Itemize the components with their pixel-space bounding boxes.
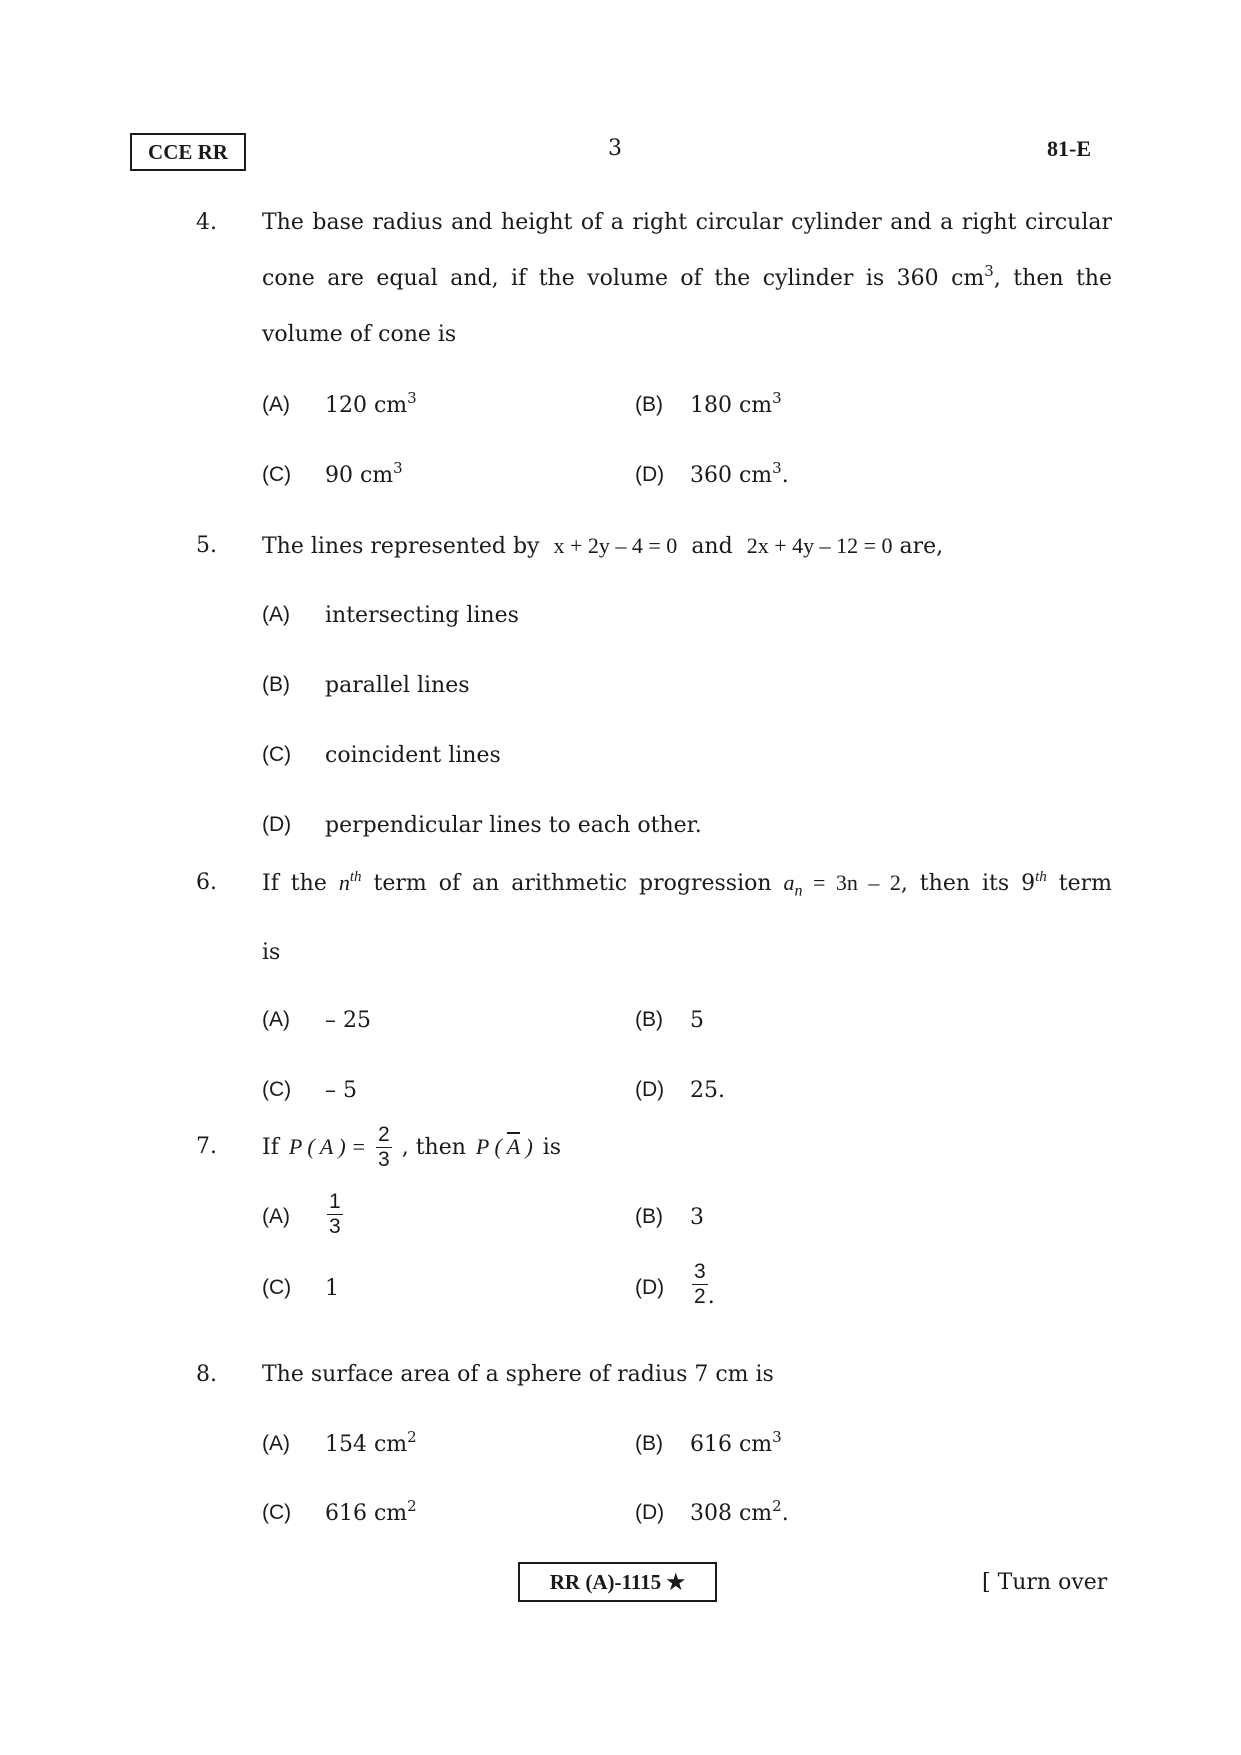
option-c: (C) (262, 1078, 292, 1101)
question-number: 5. (196, 533, 217, 558)
question-number: 4. (196, 210, 217, 235)
footer-code-box: RR (A)-1115 ★ (518, 1562, 717, 1602)
question-number: 6. (196, 870, 217, 895)
question-text-line: The surface area of a sphere of radius 7 cm is (262, 1362, 774, 1387)
question-text-line: volume of cone is (262, 322, 457, 347)
question-text-line: If P ( A ) = $\frac{2}{3}$ , then P ( $\overline{A}$ ) is (262, 1122, 562, 1171)
question-text-line: cone are equal and, if the volume of the cylinder is 360 $cm^3$, then the (262, 262, 1112, 291)
option-c: (C) (262, 743, 292, 766)
equation-2: 2x + 4y – 12 = 0 (746, 533, 893, 558)
option-c-value: 616 $cm^2$ (325, 1497, 417, 1526)
option-a: (A) (262, 393, 290, 416)
question-number: 8. (196, 1362, 217, 1387)
question-number: 7. (196, 1134, 217, 1159)
question-text-line: The base radius and height of a right circular cylinder and a right circular (262, 210, 1112, 235)
option-d-value: 25. (690, 1078, 725, 1103)
option-d: (D) (635, 463, 665, 486)
option-c: (C) (262, 1276, 292, 1299)
fraction: $\frac{2}{3}$ (378, 1122, 390, 1171)
option-a: (A) (262, 1432, 290, 1455)
header-left-box: CCE RR (130, 133, 246, 171)
question-text-line: is (262, 940, 281, 965)
equation-1: x + 2y – 4 = 0 (553, 533, 678, 558)
option-b: (B) (635, 1432, 663, 1455)
option-c: (C) (262, 463, 292, 486)
option-a: (A) (262, 1205, 290, 1228)
option-a-value: – 25 (325, 1008, 371, 1033)
page-number: 3 (608, 136, 622, 161)
option-c-value: – 5 (325, 1078, 357, 1103)
option-a-value: 154 $cm^2$ (325, 1428, 417, 1457)
option-a-value: intersecting lines (325, 603, 519, 628)
option-b-value: 616 $cm^3$ (690, 1428, 782, 1457)
option-c-value: 90 $cm^3$ (325, 459, 403, 488)
option-a-value: 120 $cm^3$ (325, 389, 417, 418)
option-a: (A) (262, 1008, 290, 1031)
option-c: (C) (262, 1501, 292, 1524)
option-d-value: 308 $cm^2$. (690, 1497, 789, 1526)
option-b: (B) (262, 673, 290, 696)
question-text-line: The lines represented by x + 2y – 4 = 0 and 2x + 4y – 12 = 0 are, (262, 533, 944, 559)
option-b: (B) (635, 393, 663, 416)
option-b: (B) (635, 1205, 663, 1228)
option-c-value: coincident lines (325, 743, 501, 768)
option-b: (B) (635, 1008, 663, 1031)
option-b-value: 5 (690, 1008, 704, 1033)
option-d-value: 360 $cm^3$. (690, 459, 789, 488)
option-d-value: perpendicular lines to each other. (325, 813, 702, 838)
option-d: (D) (635, 1501, 665, 1524)
paper-code: 81-E (1047, 136, 1091, 161)
question-text-line: If the $n^{th}$ term of an arithmetic progression $a_n = 3n - 2$, then its 9th term (262, 869, 1113, 900)
option-b-value: parallel lines (325, 673, 470, 698)
option-a: (A) (262, 603, 290, 626)
option-c-value: 1 (325, 1276, 339, 1301)
turn-over-label: [ Turn over (982, 1570, 1108, 1595)
option-d: (D) (262, 813, 292, 836)
option-b-value: 180 $cm^3$ (690, 389, 782, 418)
option-d: (D) (635, 1078, 665, 1101)
option-b-value: 3 (690, 1205, 704, 1230)
option-d-value: $\frac{3}{2}$ . (694, 1260, 715, 1309)
option-d: (D) (635, 1276, 665, 1299)
option-a-value: $\frac{1}{3}$ (329, 1190, 341, 1238)
